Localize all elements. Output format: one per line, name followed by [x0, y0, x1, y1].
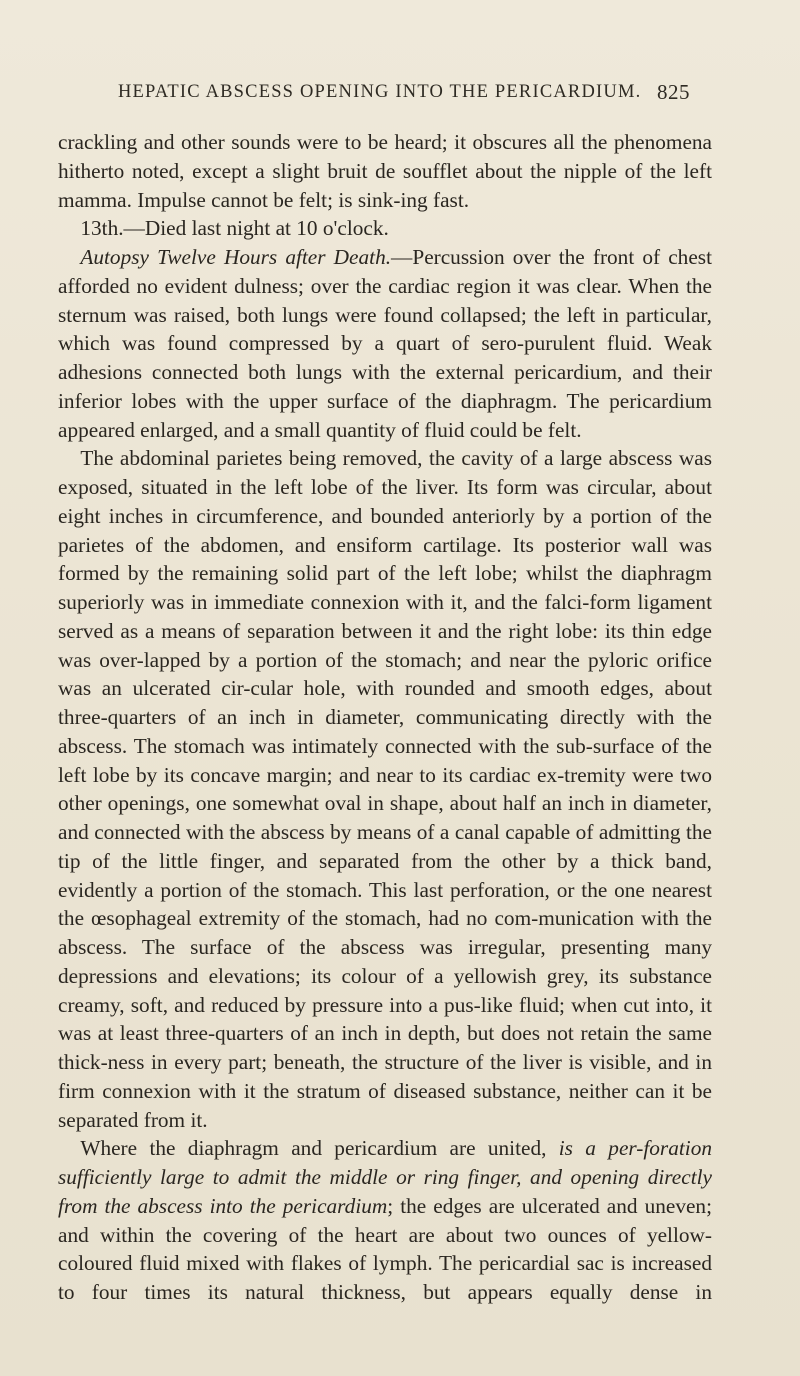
paragraph-text: —Percussion over the front of chest afforded no evident dulness; over the cardiac region it was clear. When the sternum was raised, both lungs were found collapsed; the left in particular, which was found compressed by a quart of sero-purulent fluid. Weak adhesions connected both lungs with the external pericardium, and their inferior lobes with the upper surface of the diaphragm. The pericardium appeared enlarged, and a small quantity of fluid could be felt. — [58, 245, 712, 442]
perforation-emphasis: is a per-foration sufficiently large to admit the middle or ring finger, and opening directly from the abscess into the pericardium — [58, 1136, 712, 1218]
paragraph-text: crackling and other sounds were to be heard; it obscures all the phenomena hitherto noted, except a slight bruit de soufflet about the nipple of the left mamma. Impulse cannot be felt; is sink-ing fast. — [58, 130, 712, 212]
paragraph-text-lead: Where the diaphragm and pericardium are united, — [80, 1136, 559, 1161]
paragraph-abdominal-findings — [58, 444, 712, 1134]
page-number: 825 — [657, 80, 690, 104]
body-text — [58, 128, 712, 1307]
paragraph-text: The abdominal parietes being removed, the cavity of a large abscess was exposed, situated in the left lobe of the liver. Its form was circular, about eight inches in circumference, and bounded anteriorly by a portion of the parietes of the abdomen, and ensiform cartilage. Its posterior wall was formed by the remaining solid part of the left lobe; whilst the diaphragm superiorly was in immediate connexion with it, and the falci-form ligament served as a means of separation between it and the right lobe: its thin edge was over-lapped by a portion of the stomach; and near the pyloric orifice was an ulcerated cir-cular hole, with rounded and smooth edges, about three-quarters of an inch in diameter, communicating directly with the abscess. The stomach was intimately connected with the sub-surface of the left lobe by its concave margin; and near to its cardiac ex-tremity were two other openings, one somewhat oval in shape, about half an inch in diameter, and connected with the abscess by means of a canal capable of admitting the tip of the little finger, and separated from the other by a thick band, evidently a portion of the stomach. This last perforation, or the one nearest the œsophageal extremity of the stomach, had no com-munication with the abscess. The surface of the abscess was irregular, presenting many depressions and elevations; its colour of a yellowish grey, its substance creamy, soft, and reduced by pressure into a pus-like fluid; when cut into, it was at least three-quarters of an inch in depth, but does not retain the same thick-ness in every part; beneath, the structure of the liver is visible, and in firm connexion with it the stratum of diseased substance, neither can it be separated from it. — [58, 446, 712, 1132]
paragraph-date-entry — [58, 214, 712, 243]
paragraph-text: 13th.—Died last night at 10 o'clock. — [80, 216, 389, 241]
autopsy-heading: Autopsy Twelve Hours after Death. — [80, 245, 392, 269]
paragraph-autopsy — [58, 243, 712, 444]
paragraph-perforation — [58, 1134, 712, 1307]
running-header — [118, 82, 690, 108]
running-title: HEPATIC ABSCESS OPENING INTO THE PERICARDIUM. — [118, 82, 642, 102]
paragraph-text: ; the edges are ulcerated and uneven; and within the covering of the heart are about two ounces of yellow-coloured fluid mixed with flakes of lymph. The pericardial sac is increased to four times its natural thickness, but appears equally dense in — [58, 1193, 712, 1304]
paragraph-continued — [58, 128, 712, 214]
